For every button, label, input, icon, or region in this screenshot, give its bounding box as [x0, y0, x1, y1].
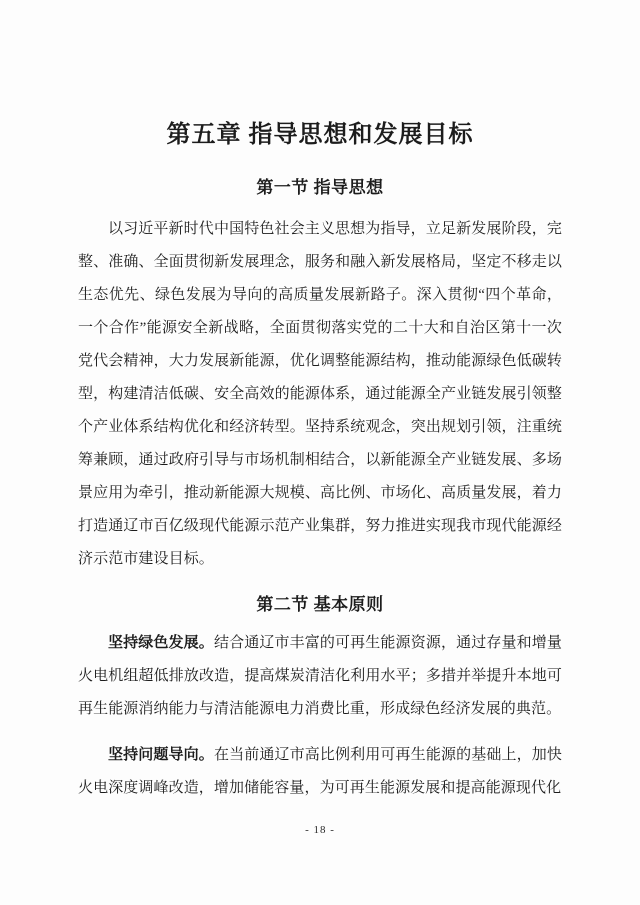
principle-green-development: [78, 626, 562, 726]
section-title-basic-principles: 第二节 基本原则: [256, 595, 384, 614]
principle-problem-orientation-lead: 坚持问题导向。: [108, 746, 214, 763]
principle-problem-orientation: [78, 738, 562, 805]
chapter-title: 第五章 指导思想和发展目标: [166, 122, 474, 148]
principle-green-development-lead: 坚持绿色发展。: [108, 634, 214, 651]
principle-green-development-body: 结合通辽市丰富的可再生能源资源，通过存量和增量火电机组超低排放改造，提高煤炭清洁化利用水平；多措并举提升本地可再生能源消纳能力与清洁能源电力消费比重，形成绿色经济发展的典范。: [78, 635, 563, 717]
principle-problem-orientation-body: 在当前通辽市高比例利用可再生能源的基础上，加快火电深度调峰改造，增加储能容量，为可再生能源发展和提高能源现代化: [78, 747, 563, 796]
paragraph-guiding-ideology: 以习近平新时代中国特色社会主义思想为指导，立足新发展阶段，完整、准确、全面贯彻新发展理念，服务和融入新发展格局，坚定不移走以生态优先、绿色发展为导向的高质量发展新路子。深入贯彻“四个革命，一个合作”能源安全新战略，全面贯彻落实党的二十大和自治区第十一次党代会精神，大力发展新能源，优化调整能源结构，推动能源绿色低碳转型，构建清洁低碳、安全高效的能源体系，通过能源全产业链发展引领整个产业体系结构优化和经济转型。坚持系统观念，突出规划引领，注重统筹兼顾，通过政府引导与市场机制相结合，以新能源全产业链发展、多场景应用为牵引，推动新能源大规模、高比例、市场化、高质量发展，着力打造通辽市百亿级现代能源示范产业集群，努力推进实现我市现代能源经济示范市建设目标。: [78, 221, 562, 567]
section-title-guiding-ideology: 第一节 指导思想: [256, 178, 384, 197]
page-number: - 18 -: [305, 824, 335, 836]
